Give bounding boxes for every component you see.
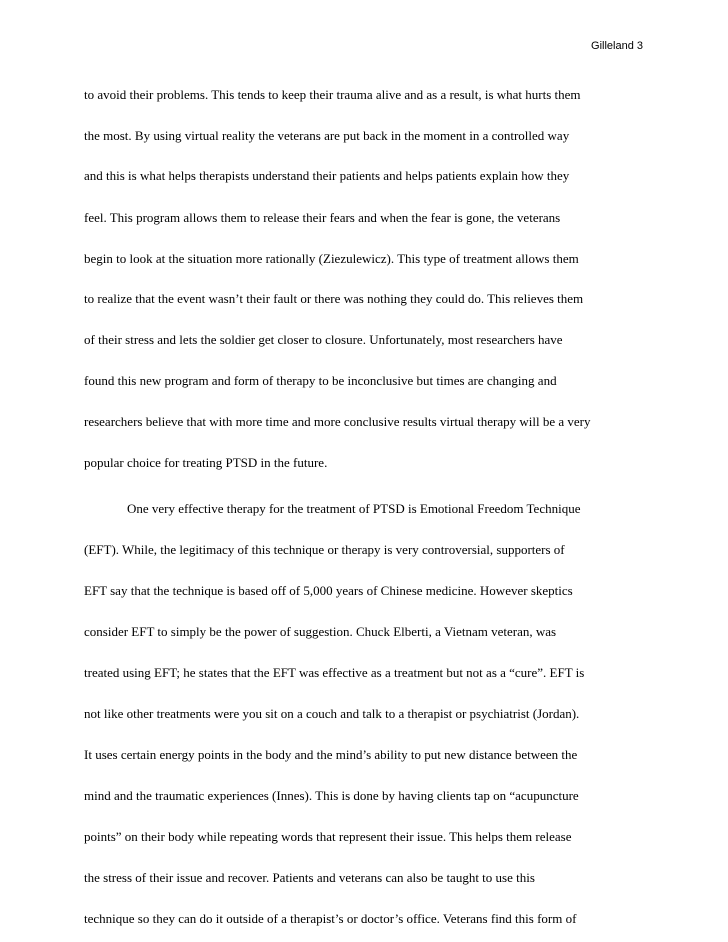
text-line-12: (EFT). While, the legitimacy of this technique or therapy is very controversial, supporters of	[84, 542, 565, 557]
page-header: Gilleland 3	[591, 40, 643, 52]
text-line-9: researchers believe that with more time and more conclusive results virtual therapy will be a very	[84, 414, 591, 429]
text-line-15: treated using EFT; he states that the EFT was effective as a treatment but not as a “cure”. EFT is	[84, 665, 585, 680]
text-line-13: EFT say that the technique is based off of 5,000 years of Chinese medicine. However skeptics	[84, 583, 573, 598]
text-line-8: found this new program and form of therapy to be inconclusive but times are changing and	[84, 373, 557, 388]
text-line-3: and this is what helps therapists understand their patients and helps patients explain how they	[84, 168, 570, 183]
text-line-4: feel. This program allows them to release their fears and when the fear is gone, the veterans	[84, 210, 561, 225]
text-line-18: mind and the traumatic experiences (Innes). This is done by having clients tap on “acupuncture	[84, 788, 579, 803]
text-line-16: not like other treatments were you sit on a couch and talk to a therapist or psychiatrist (Jordan).	[84, 706, 580, 721]
text-line-19: points” on their body while repeating words that represent their issue. This helps them release	[84, 829, 572, 844]
text-line-1: to avoid their problems. This tends to keep their trauma alive and as a result, is what hurts them	[84, 87, 581, 102]
text-line-17: It uses certain energy points in the body and the mind’s ability to put new distance between the	[84, 747, 578, 762]
text-line-6: to realize that the event wasn’t their fault or there was nothing they could do. This relieves them	[84, 291, 584, 306]
text-line-14: consider EFT to simply be the power of suggestion. Chuck Elberti, a Vietnam veteran, was	[84, 624, 557, 639]
text-line-21: technique so they can do it outside of a therapist’s or doctor’s office. Veterans find this form of	[84, 911, 577, 926]
text-line-10: popular choice for treating PTSD in the future.	[84, 455, 328, 470]
text-line-5: begin to look at the situation more rationally (Ziezulewicz). This type of treatment allows them	[84, 251, 579, 266]
text-line-2: the most. By using virtual reality the veterans are put back in the moment in a controlled way	[84, 128, 570, 143]
text-line-7: of their stress and lets the soldier get closer to closure. Unfortunately, most researchers have	[84, 332, 563, 347]
paragraph-start-line: One very effective therapy for the treatment of PTSD is Emotional Freedom Technique	[127, 501, 581, 516]
text-line-20: the stress of their issue and recover. Patients and veterans can also be taught to use this	[84, 870, 535, 885]
